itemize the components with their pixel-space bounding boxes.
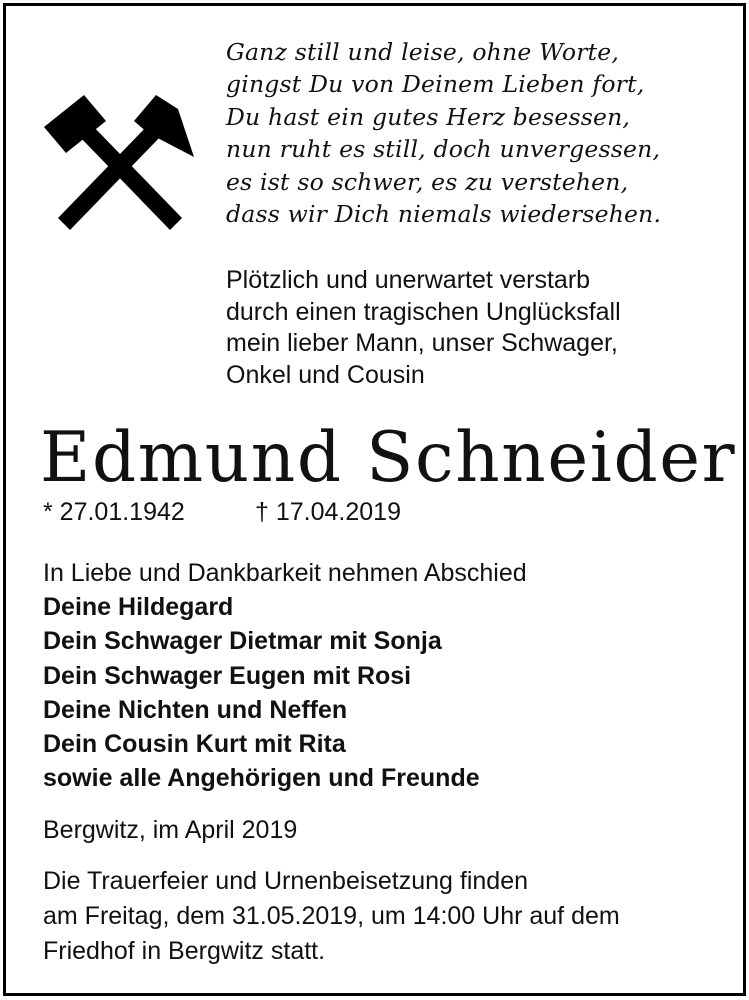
service-line: Die Trauerfeier und Urnenbeisetzung finden [43,867,529,895]
death-date: † 17.04.2019 [255,498,401,526]
place-and-date: Bergwitz, im April 2019 [43,816,298,844]
mourner-entry: Dein Cousin Kurt mit Rita [43,730,346,759]
announcement-line: Onkel und Cousin [226,360,425,389]
farewell-intro: In Liebe und Dankbarkeit nehmen Abschied [43,559,527,587]
mourner-entry: Dein Schwager Dietmar mit Sonja [43,627,442,656]
poem-line: es ist so schwer, es zu verstehen, [226,167,629,196]
announcement-line: mein lieber Mann, unser Schwager, [226,329,618,357]
mourners-list [43,556,527,795]
announcement-line: durch einen tragischen Unglücksfall [226,297,621,326]
poem-line: gingst Du von Deinem Lieben fort, [226,70,645,99]
poem-line: nun ruht es still, doch unvergessen, [226,135,661,164]
mourner-entry: sowie alle Angehörigen und Freunde [43,764,480,793]
memorial-poem [226,36,661,230]
announcement-line: Plötzlich und unerwartet verstarb [226,266,591,294]
mourner-entry: Deine Nichten und Neffen [43,695,348,724]
life-dates [43,496,401,528]
service-line: am Freitag, dem 31.05.2019, um 14:00 Uhr auf dem [43,902,620,930]
crossed-hammers-icon [40,95,200,235]
service-line: Friedhof in Bergwitz statt. [43,937,326,965]
deceased-name: Edmund Schneider [40,418,737,498]
birth-date: * 27.01.1942 [43,498,185,526]
mourner-entry: Dein Schwager Eugen mit Rosi [43,661,412,690]
funeral-service-info [43,864,620,969]
mourner-entry: Deine Hildegard [43,593,234,622]
death-announcement [226,265,621,391]
poem-line: Du hast ein gutes Herz besessen, [226,102,631,131]
poem-line: Ganz still und leise, ohne Worte, [226,38,620,66]
poem-line: dass wir Dich niemals wiedersehen. [226,200,662,229]
